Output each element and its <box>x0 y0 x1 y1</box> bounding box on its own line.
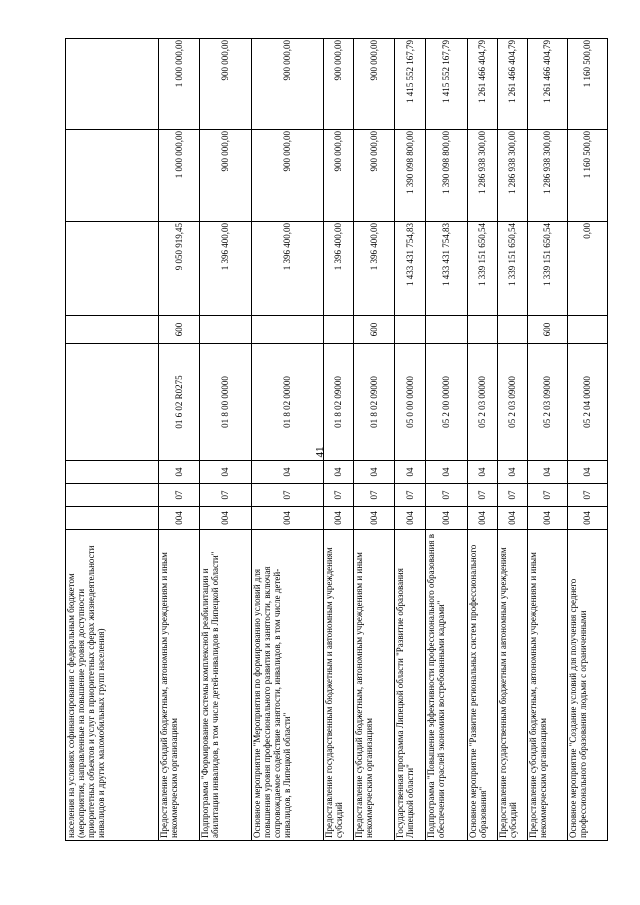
amount-year1-cell: 1 396 400,00 <box>200 222 252 316</box>
expense-type-cell: 600 <box>354 316 395 344</box>
table-row <box>395 39 426 841</box>
target-article-cell: 05 2 03 09000 <box>498 344 528 461</box>
expense-type-cell <box>498 316 528 344</box>
row-name-cell: Государственная программа Липецкой области "Развитие образования Липецкой области" <box>395 530 426 841</box>
table-row <box>66 39 159 841</box>
expense-type-cell <box>426 316 468 344</box>
amount-year1-cell: 1 396 400,00 <box>354 222 395 316</box>
amount-year2-cell: 1 286 938 300,00 <box>528 130 568 222</box>
subsection-code-cell: 04 <box>324 461 354 484</box>
ministry-code-cell: 004 <box>528 507 568 530</box>
target-article-cell: 05 2 00 00000 <box>426 344 468 461</box>
expense-type-cell <box>395 316 426 344</box>
subsection-code-cell: 04 <box>395 461 426 484</box>
amount-year1-cell: 9 050 919,45 <box>159 222 200 316</box>
ministry-code-cell: 004 <box>354 507 395 530</box>
target-article-cell: 01 8 02 09000 <box>354 344 395 461</box>
table-row <box>468 39 498 841</box>
amount-year3-cell: 1 415 552 167,79 <box>426 39 468 130</box>
section-code-cell: 07 <box>568 484 608 507</box>
subsection-code-cell: 04 <box>568 461 608 484</box>
target-article-cell <box>66 344 159 461</box>
amount-year3-cell: 900 000,00 <box>324 39 354 130</box>
subsection-code-cell: 04 <box>498 461 528 484</box>
target-article-cell: 01 8 02 00000 <box>252 344 324 461</box>
amount-year3-cell: 1 160 500,00 <box>568 39 608 130</box>
expense-type-cell <box>252 316 324 344</box>
table-body <box>66 39 608 841</box>
amount-year1-cell: 1 396 400,00 <box>252 222 324 316</box>
subsection-code-cell: 04 <box>426 461 468 484</box>
subsection-code-cell: 04 <box>354 461 395 484</box>
amount-year1-cell: 1 339 151 650,54 <box>528 222 568 316</box>
expense-type-cell <box>568 316 608 344</box>
section-code-cell: 07 <box>354 484 395 507</box>
amount-year2-cell: 900 000,00 <box>354 130 395 222</box>
target-article-cell: 05 2 03 09000 <box>528 344 568 461</box>
subsection-code-cell: 04 <box>159 461 200 484</box>
section-code-cell: 07 <box>395 484 426 507</box>
ministry-code-cell: 004 <box>159 507 200 530</box>
table-row <box>568 39 608 841</box>
amount-year1-cell: 1 339 151 650,54 <box>468 222 498 316</box>
section-code-cell: 07 <box>200 484 252 507</box>
amount-year1-cell: 1 433 431 754,83 <box>426 222 468 316</box>
amount-year2-cell: 1 000 000,00 <box>159 130 200 222</box>
subsection-code-cell: 04 <box>200 461 252 484</box>
ministry-code-cell: 004 <box>395 507 426 530</box>
subsection-code-cell: 04 <box>528 461 568 484</box>
expense-type-cell: 600 <box>159 316 200 344</box>
amount-year2-cell: 1 286 938 300,00 <box>498 130 528 222</box>
expense-type-cell <box>200 316 252 344</box>
subsection-code-cell: 04 <box>252 461 324 484</box>
amount-year2-cell: 1 390 098 800,00 <box>395 130 426 222</box>
ministry-code-cell: 004 <box>252 507 324 530</box>
amount-year3-cell: 900 000,00 <box>354 39 395 130</box>
section-code-cell: 07 <box>528 484 568 507</box>
row-name-cell: Предоставление субсидий бюджетным, автономным учреждениям и иным некоммерческим организациям <box>354 530 395 841</box>
table-row <box>252 39 324 841</box>
table-row <box>528 39 568 841</box>
row-name-cell: Основное мероприятие "Развитие региональных систем профессионального образования" <box>468 530 498 841</box>
row-name-cell: Основное мероприятие "Мероприятия по формированию условий для повышения уровня профессионального развития и занятости, включая сопровождаемое содействие занятости, инвалидов, в том числе детей-инвалидов, в Липецкой области" <box>252 530 324 841</box>
expense-type-cell <box>66 316 159 344</box>
amount-year2-cell: 1 160 500,00 <box>568 130 608 222</box>
expense-type-cell <box>468 316 498 344</box>
amount-year3-cell: 900 000,00 <box>252 39 324 130</box>
row-name-cell: населения на условиях софинансирования с федеральным бюджетом (мероприятия, направленные на повышение уровня доступности приоритетных объектов и услуг в приоритетных сферах жизнедеятельности инвалидов и других маломобильных групп населения) <box>66 530 159 841</box>
amount-year1-cell: 1 396 400,00 <box>324 222 354 316</box>
amount-year2-cell <box>66 130 159 222</box>
target-article-cell: 05 2 03 00000 <box>468 344 498 461</box>
table-row <box>426 39 468 841</box>
section-code-cell: 07 <box>498 484 528 507</box>
target-article-cell: 01 6 02 R0275 <box>159 344 200 461</box>
row-name-cell: Подпрограмма "Повышение эффективности профессионального образования в обеспечении отраслей экономики востребованными кадрами" <box>426 530 468 841</box>
budget-table <box>65 38 608 841</box>
row-name-cell: Предоставление государственным бюджетным и автономным учреждениям субсидий <box>324 530 354 841</box>
amount-year3-cell: 1 000 000,00 <box>159 39 200 130</box>
amount-year3-cell: 900 000,00 <box>200 39 252 130</box>
row-name-cell: Предоставление субсидий бюджетным, автономным учреждениям и иным некоммерческим организациям <box>528 530 568 841</box>
amount-year1-cell: 1 433 431 754,83 <box>395 222 426 316</box>
amount-year2-cell: 900 000,00 <box>324 130 354 222</box>
target-article-cell: 05 0 00 00000 <box>395 344 426 461</box>
table-row <box>324 39 354 841</box>
row-name-cell: Предоставление субсидий бюджетным, автономным учреждениям и иным некоммерческим организациям <box>159 530 200 841</box>
amount-year1-cell: 1 339 151 650,54 <box>498 222 528 316</box>
subsection-code-cell: 04 <box>468 461 498 484</box>
amount-year2-cell: 900 000,00 <box>252 130 324 222</box>
ministry-code-cell <box>66 507 159 530</box>
ministry-code-cell: 004 <box>200 507 252 530</box>
table-row <box>498 39 528 841</box>
ministry-code-cell: 004 <box>426 507 468 530</box>
section-code-cell: 07 <box>468 484 498 507</box>
subsection-code-cell <box>66 461 159 484</box>
ministry-code-cell: 004 <box>324 507 354 530</box>
expense-type-cell <box>324 316 354 344</box>
amount-year2-cell: 1 286 938 300,00 <box>468 130 498 222</box>
section-code-cell: 07 <box>159 484 200 507</box>
page-number: 41 <box>314 446 326 458</box>
amount-year2-cell: 1 390 098 800,00 <box>426 130 468 222</box>
amount-year3-cell: 1 415 552 167,79 <box>395 39 426 130</box>
row-name-cell: Предоставление государственным бюджетным и автономным учреждениям субсидий <box>498 530 528 841</box>
amount-year2-cell: 900 000,00 <box>200 130 252 222</box>
target-article-cell: 01 8 02 09000 <box>324 344 354 461</box>
row-name-cell: Основное мероприятие "Создание условий для получения среднего профессионального образования людьми с ограниченными <box>568 530 608 841</box>
amount-year3-cell <box>66 39 159 130</box>
section-code-cell: 07 <box>426 484 468 507</box>
ministry-code-cell: 004 <box>468 507 498 530</box>
section-code-cell: 07 <box>252 484 324 507</box>
table-page <box>65 39 593 841</box>
section-code-cell <box>66 484 159 507</box>
section-code-cell: 07 <box>324 484 354 507</box>
table-row <box>354 39 395 841</box>
amount-year1-cell: 0,00 <box>568 222 608 316</box>
table-row <box>159 39 200 841</box>
ministry-code-cell: 004 <box>498 507 528 530</box>
table-row <box>200 39 252 841</box>
row-name-cell: Подпрограмма "Формирование системы комплексной реабилитации и абилитации инвалидов, в том числе детей-инвалидов в Липецкой области" <box>200 530 252 841</box>
amount-year3-cell: 1 261 466 404,79 <box>498 39 528 130</box>
amount-year1-cell <box>66 222 159 316</box>
amount-year3-cell: 1 261 466 404,79 <box>468 39 498 130</box>
target-article-cell: 01 8 00 00000 <box>200 344 252 461</box>
ministry-code-cell: 004 <box>568 507 608 530</box>
amount-year3-cell: 1 261 466 404,79 <box>528 39 568 130</box>
expense-type-cell: 600 <box>528 316 568 344</box>
target-article-cell: 05 2 04 00000 <box>568 344 608 461</box>
